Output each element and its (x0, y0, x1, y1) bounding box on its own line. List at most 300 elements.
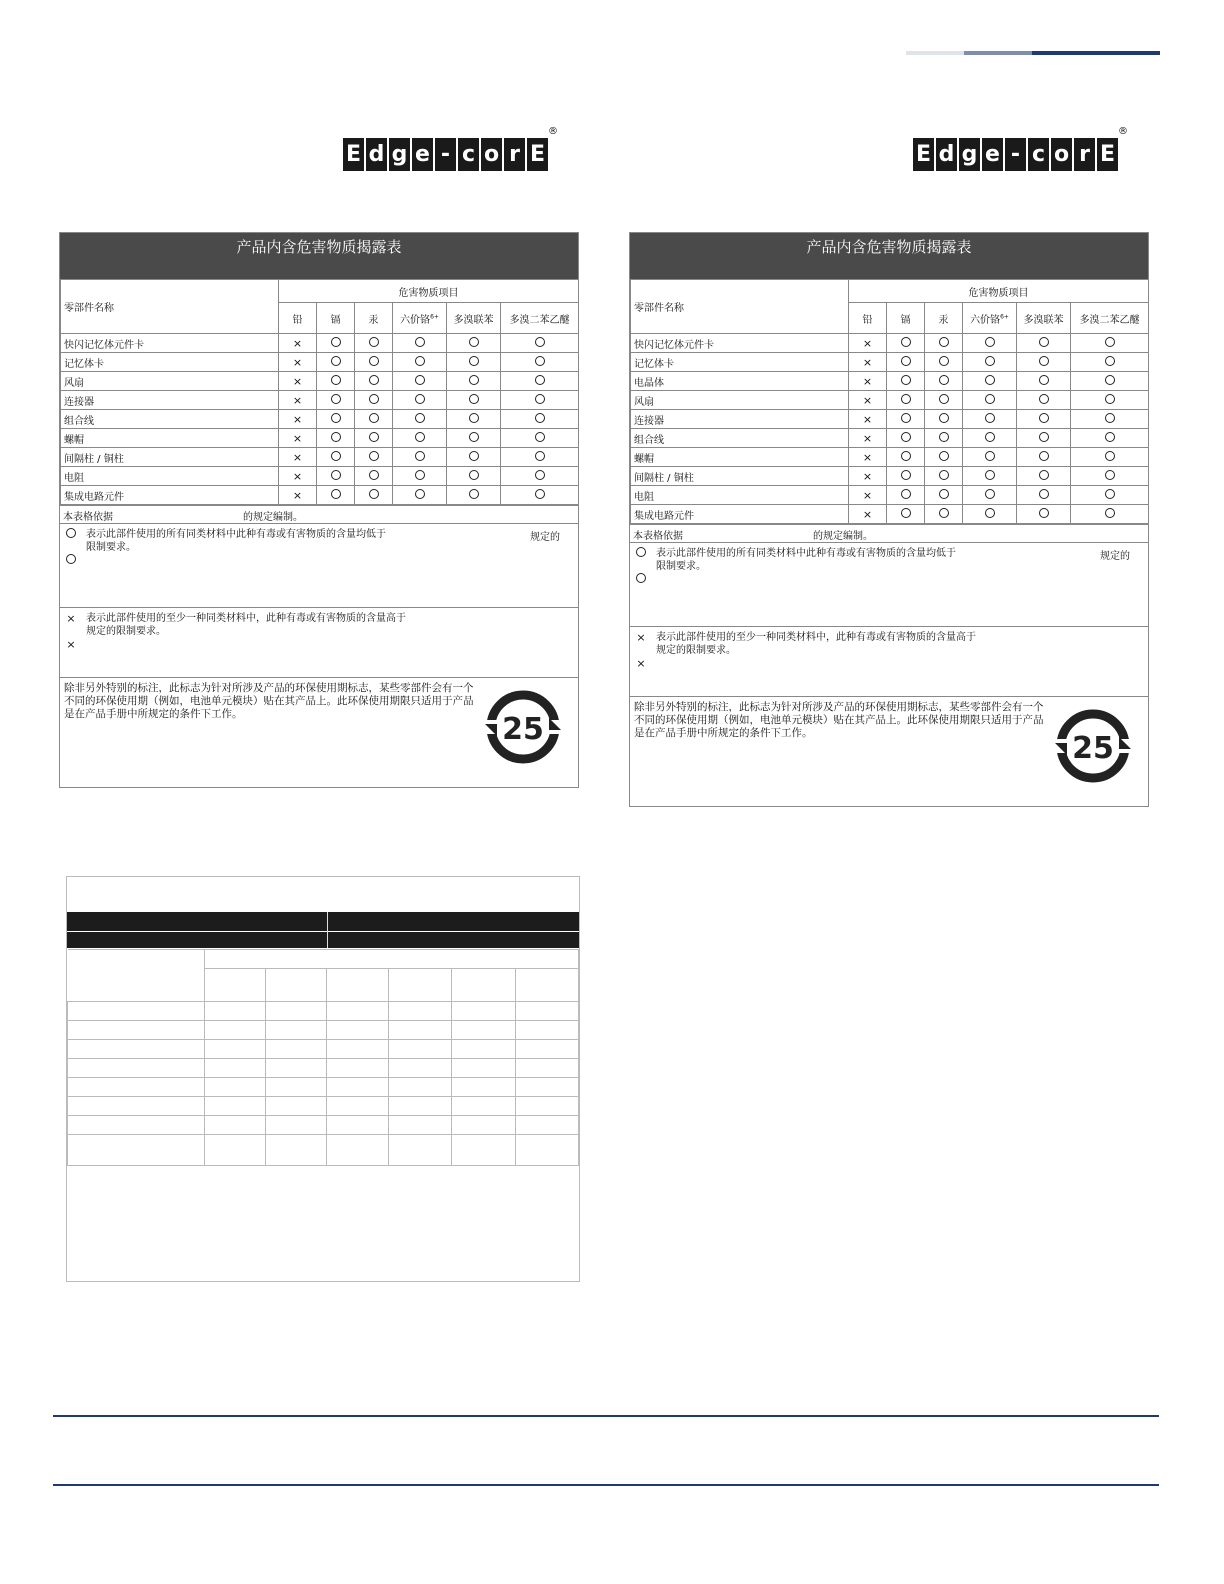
table-title: 产品内含危害物质揭露表 (630, 233, 1148, 279)
substance-mark-cell (887, 448, 925, 467)
blank-row (68, 1078, 579, 1097)
blank-cell (266, 1040, 327, 1059)
header-accent-bar-dark (1032, 51, 1160, 55)
substance-mark-cell (355, 448, 393, 467)
table-row (631, 486, 1149, 505)
circle-icon (636, 573, 646, 583)
part-name-header: 零部件名称 (61, 280, 279, 334)
circle-icon (415, 356, 425, 366)
substance-mark-cell (1071, 505, 1149, 524)
blank-cell (68, 1078, 205, 1097)
circle-icon (1039, 489, 1049, 499)
circle-icon (331, 413, 341, 423)
blank-cell (68, 1097, 205, 1116)
note-line: 表示此部件使用的所有同类材料中此种有毒或有害物质的含量均低于 (86, 529, 386, 540)
blank-cell (266, 1135, 327, 1166)
circle-icon (369, 375, 379, 385)
substance-mark-cell (925, 372, 963, 391)
circle-icon (331, 356, 341, 366)
blank-cell (266, 969, 327, 1002)
substance-name: 多溴联苯 (1023, 314, 1064, 326)
blank-cell (266, 1059, 327, 1078)
substance-mark-cell (1017, 448, 1071, 467)
substance-mark-cell (501, 429, 579, 448)
substance-mark-cell (501, 353, 579, 372)
blank-cell (205, 969, 266, 1002)
substance-mark-cell (849, 448, 887, 467)
substance-mark-cell (447, 372, 501, 391)
substance-mark-cell (447, 467, 501, 486)
cross-icon: × (66, 612, 76, 625)
circle-icon (535, 394, 545, 404)
table-title: 产品内含危害物质揭露表 (60, 233, 578, 279)
circle-icon (535, 489, 545, 499)
logo-letter-tile: d (366, 138, 387, 171)
circle-icon (369, 356, 379, 366)
substance-name: 多溴二苯乙醚 (1079, 314, 1140, 326)
epup-section (630, 696, 1148, 806)
circle-icon (901, 489, 911, 499)
note-line: 表示此部件使用的所有同类材料中此种有毒或有害物质的含量均低于 (656, 548, 956, 559)
substance-mark-cell (1017, 486, 1071, 505)
circle-icon (901, 375, 911, 385)
blank-cell (388, 1002, 451, 1021)
substance-mark-cell (279, 429, 317, 448)
table-row (61, 448, 579, 467)
header-accent-bar-mid (964, 51, 1032, 55)
substance-name: 镉 (330, 314, 341, 326)
substance-mark-cell (1071, 353, 1149, 372)
logo-letter-tile: E (527, 138, 548, 171)
blank-cell (205, 1116, 266, 1135)
circle-icon (1105, 508, 1115, 518)
table-row (631, 505, 1149, 524)
substance-mark-cell (393, 391, 447, 410)
blank-cell (68, 1059, 205, 1078)
circle-icon (901, 413, 911, 423)
substance-mark-cell (1071, 410, 1149, 429)
substance-name: 六价铬 (400, 314, 431, 326)
substance-mark-cell (849, 334, 887, 353)
substance-mark-cell (1071, 391, 1149, 410)
substance-mark-cell (849, 372, 887, 391)
substance-mark-cell (355, 372, 393, 391)
logo-letter-tile: e (412, 138, 433, 171)
table-row (61, 467, 579, 486)
circle-icon (939, 432, 949, 442)
part-name: 螺帽 (631, 448, 849, 467)
substance-mark-cell (1017, 334, 1071, 353)
substance-mark-cell (925, 410, 963, 429)
circle-icon (66, 554, 76, 564)
circle-icon (985, 337, 995, 347)
circle-icon (369, 470, 379, 480)
epup-25-icon (483, 690, 563, 768)
note-line: 规定的限制要求。 (86, 626, 166, 637)
circle-icon (985, 470, 995, 480)
substance-mark-cell (317, 391, 355, 410)
blank-cell (266, 1097, 327, 1116)
circle-icon (939, 489, 949, 499)
note-text (656, 631, 1144, 657)
logo-letter-tile: o (1051, 138, 1072, 171)
substance-mark-cell (1017, 410, 1071, 429)
logo-letter-tile: r (504, 138, 525, 171)
epup-text: 除非另外特别的标注，此标志为针对所涉及产品的环保使用期标志，某些零部件会有一个不同的环保使用期（例如，电池单元模块）贴在其产品上。此环保使用期限只适用于产品是在产品手册中所规定的条件下工作。 (64, 682, 474, 720)
table-basis-line (630, 524, 1148, 542)
cross-icon: × (66, 638, 76, 651)
substance-mark-cell (887, 334, 925, 353)
substance-mark-cell (447, 391, 501, 410)
table-row (631, 391, 1149, 410)
circle-icon (415, 432, 425, 442)
circle-icon (985, 375, 995, 385)
substance-mark-cell (355, 429, 393, 448)
substance-mark-cell (1017, 372, 1071, 391)
substance-mark-cell (317, 448, 355, 467)
table-row (631, 448, 1149, 467)
note-line: 限制要求。 (656, 561, 706, 572)
note-line: 表示此部件使用的至少一种同类材料中，此种有毒或有害物质的含量高于 (86, 613, 406, 624)
note-row (64, 528, 574, 554)
substance-mark-cell (963, 334, 1017, 353)
circle-icon (939, 375, 949, 385)
substance-column-header (447, 303, 501, 334)
table-row (631, 467, 1149, 486)
substance-mark-cell (317, 334, 355, 353)
substance-mark-cell (925, 486, 963, 505)
epup-25-icon (1053, 709, 1133, 787)
part-name: 组合线 (631, 429, 849, 448)
blank-cell (68, 950, 205, 1002)
part-name: 集成电路元件 (631, 505, 849, 524)
substance-mark-cell (501, 410, 579, 429)
blank-cell (205, 1059, 266, 1078)
basis-prefix: 本表格依据 (633, 531, 683, 542)
logo-letter-tile: c (1028, 138, 1049, 171)
blank-cell (451, 1135, 515, 1166)
blank-cell (451, 1097, 515, 1116)
logo-letter-tile: E (913, 138, 934, 171)
circle-icon (415, 470, 425, 480)
table-row (631, 410, 1149, 429)
substance-mark-cell (963, 448, 1017, 467)
circle-icon (415, 451, 425, 461)
substance-mark-cell (925, 429, 963, 448)
logo-letter-tile: - (1005, 138, 1026, 171)
cross-icon: × (292, 469, 303, 483)
note-below-limit (630, 542, 1148, 626)
substance-mark-cell (501, 467, 579, 486)
blank-table-divider (327, 912, 328, 948)
circle-icon (985, 394, 995, 404)
circle-icon (939, 470, 949, 480)
circle-icon (369, 451, 379, 461)
circle-icon (901, 508, 911, 518)
blank-cell (388, 1021, 451, 1040)
cross-icon: × (862, 412, 873, 426)
blank-table-header-bar (67, 932, 579, 948)
table-row (61, 486, 579, 505)
part-name-header: 零部件名称 (631, 280, 849, 334)
circle-icon (535, 432, 545, 442)
part-name: 集成电路元件 (61, 486, 279, 505)
substance-mark-cell (355, 486, 393, 505)
circle-icon (1039, 470, 1049, 480)
substance-column-header (963, 303, 1017, 334)
edgecore-logo (343, 126, 558, 171)
circle-icon (1039, 508, 1049, 518)
part-name: 快闪记忆体元件卡 (631, 334, 849, 353)
blank-row (68, 1002, 579, 1021)
circle-icon (901, 394, 911, 404)
circle-icon (1039, 356, 1049, 366)
circle-icon (1105, 375, 1115, 385)
circle-icon (469, 489, 479, 499)
substance-mark-cell (279, 391, 317, 410)
circle-icon (331, 489, 341, 499)
substance-mark-cell (447, 334, 501, 353)
note-row (634, 631, 1144, 657)
substance-mark-cell (317, 353, 355, 372)
header-accent-bar-light (906, 51, 964, 55)
part-name: 螺帽 (61, 429, 279, 448)
substance-mark-cell (963, 353, 1017, 372)
substance-mark-cell (925, 391, 963, 410)
circle-icon (985, 413, 995, 423)
note-above-limit (60, 607, 578, 677)
blank-cell (515, 1097, 578, 1116)
substance-mark-cell (393, 410, 447, 429)
circle-icon (1039, 413, 1049, 423)
substance-name: 镉 (900, 314, 911, 326)
footer-rule-top (53, 1415, 1159, 1417)
logo-letter-tile: c (458, 138, 479, 171)
blank-cell (515, 1040, 578, 1059)
substance-grid (60, 279, 579, 505)
circle-icon (469, 394, 479, 404)
circle-icon (1105, 413, 1115, 423)
blank-cell (327, 1135, 388, 1166)
note-marker (64, 638, 78, 652)
blank-cell (451, 969, 515, 1002)
note-line: 规定的限制要求。 (656, 645, 736, 656)
blank-cell (266, 1078, 327, 1097)
circle-icon (535, 375, 545, 385)
substance-mark-cell (963, 372, 1017, 391)
substance-mark-cell (1017, 505, 1071, 524)
blank-cell (266, 1002, 327, 1021)
cross-icon: × (292, 412, 303, 426)
substance-mark-cell (393, 467, 447, 486)
logo-letter-tile: E (1097, 138, 1118, 171)
substance-mark-cell (849, 410, 887, 429)
blank-cell (68, 1116, 205, 1135)
circle-icon (469, 413, 479, 423)
cross-icon: × (862, 336, 873, 350)
blank-cell (515, 1002, 578, 1021)
blank-cell (266, 1021, 327, 1040)
part-name: 电阻 (61, 467, 279, 486)
note-below-limit (60, 523, 578, 607)
cross-icon: × (636, 657, 646, 670)
blank-cell (205, 950, 579, 969)
circle-icon (469, 470, 479, 480)
blank-row (68, 1059, 579, 1078)
circle-icon (1105, 489, 1115, 499)
circle-icon (901, 356, 911, 366)
cross-icon: × (862, 355, 873, 369)
substance-mark-cell (849, 353, 887, 372)
substance-column-header (849, 303, 887, 334)
note-row (634, 573, 1144, 587)
note-row (64, 554, 574, 568)
substance-mark-cell (887, 410, 925, 429)
substance-mark-cell (447, 448, 501, 467)
registered-mark: ® (548, 126, 558, 137)
edgecore-logo (913, 126, 1128, 171)
blank-cell (68, 1040, 205, 1059)
substance-mark-cell (1017, 353, 1071, 372)
circle-icon (1105, 356, 1115, 366)
circle-icon (985, 451, 995, 461)
note-marker (634, 657, 648, 671)
blank-cell (451, 1002, 515, 1021)
circle-icon (939, 394, 949, 404)
hazardous-substance-table (59, 232, 579, 788)
blank-cell (205, 1078, 266, 1097)
logo-letter-tile: g (389, 138, 410, 171)
logo-letter-tile: g (959, 138, 980, 171)
blank-cell (388, 1059, 451, 1078)
substance-mark-cell (355, 334, 393, 353)
substance-mark-cell (317, 429, 355, 448)
note-row (64, 612, 574, 638)
logo-letter-tile: d (936, 138, 957, 171)
circle-icon (331, 451, 341, 461)
hazard-items-header: 危害物质项目 (279, 280, 579, 303)
substance-column-header (355, 303, 393, 334)
substance-column-header (925, 303, 963, 334)
substance-column-header (317, 303, 355, 334)
substance-mark-cell (501, 334, 579, 353)
circle-icon (1105, 451, 1115, 461)
cross-icon: × (292, 488, 303, 502)
circle-icon (369, 337, 379, 347)
blank-row (68, 1021, 579, 1040)
part-name: 快闪记忆体元件卡 (61, 334, 279, 353)
circle-icon (939, 356, 949, 366)
cross-icon: × (862, 469, 873, 483)
substance-mark-cell (317, 410, 355, 429)
cross-icon: × (862, 488, 873, 502)
circle-icon (66, 528, 76, 538)
circle-icon (939, 508, 949, 518)
part-name: 连接器 (631, 410, 849, 429)
substance-mark-cell (393, 429, 447, 448)
circle-icon (1039, 375, 1049, 385)
circle-icon (1105, 394, 1115, 404)
substance-column-header (1017, 303, 1071, 334)
circle-icon (939, 337, 949, 347)
circle-icon (469, 356, 479, 366)
logo-letter-tile: r (1074, 138, 1095, 171)
substance-mark-cell (447, 429, 501, 448)
logo-letter-tile: - (435, 138, 456, 171)
note-right-text: 规定的 (530, 532, 560, 543)
substance-name: 铅 (292, 314, 303, 326)
substance-mark-cell (393, 486, 447, 505)
blank-row (68, 1097, 579, 1116)
substance-mark-cell (317, 486, 355, 505)
table-basis-line (60, 505, 578, 523)
substance-mark-cell (887, 353, 925, 372)
substance-mark-cell (1071, 467, 1149, 486)
substance-mark-cell (447, 410, 501, 429)
blank-table-frame (66, 876, 580, 1282)
note-marker (64, 612, 78, 638)
circle-icon (985, 489, 995, 499)
substance-mark-cell (925, 334, 963, 353)
substance-mark-cell (925, 353, 963, 372)
table-row (61, 429, 579, 448)
part-name: 记忆体卡 (631, 353, 849, 372)
table-row (631, 429, 1149, 448)
substance-mark-cell (1017, 429, 1071, 448)
cross-icon: × (292, 431, 303, 445)
epup-text: 除非另外特别的标注，此标志为针对所涉及产品的环保使用期标志，某些零部件会有一个不同的环保使用期（例如，电池单元模块）贴在其产品上。此环保使用期限只适用于产品是在产品手册中所规定的条件下工作。 (634, 701, 1044, 739)
blank-cell (327, 1021, 388, 1040)
circle-icon (985, 432, 995, 442)
part-name: 记忆体卡 (61, 353, 279, 372)
blank-cell (327, 1116, 388, 1135)
circle-icon (939, 413, 949, 423)
note-marker (634, 631, 648, 657)
substance-mark-cell (849, 486, 887, 505)
table-row (61, 391, 579, 410)
blank-cell (68, 1002, 205, 1021)
blank-cell (451, 1040, 515, 1059)
circle-icon (331, 470, 341, 480)
substance-mark-cell (1071, 372, 1149, 391)
blank-cell (327, 1097, 388, 1116)
circle-icon (331, 432, 341, 442)
blank-cell (327, 1078, 388, 1097)
cross-icon: × (862, 374, 873, 388)
substance-mark-cell (279, 448, 317, 467)
blank-cell (451, 1021, 515, 1040)
substance-mark-cell (925, 505, 963, 524)
blank-cell (327, 1002, 388, 1021)
cross-icon: × (292, 393, 303, 407)
blank-cell (68, 1021, 205, 1040)
substance-mark-cell (887, 505, 925, 524)
circle-icon (535, 451, 545, 461)
part-name: 间隔柱 / 铜柱 (631, 467, 849, 486)
blank-cell (266, 1116, 327, 1135)
hazard-items-header: 危害物质项目 (849, 280, 1149, 303)
note-marker (634, 547, 648, 573)
circle-icon (901, 470, 911, 480)
blank-cell (451, 1078, 515, 1097)
basis-suffix: 的规定编制。 (813, 531, 873, 542)
circle-icon (985, 508, 995, 518)
substance-mark-cell (963, 410, 1017, 429)
blank-row (68, 1135, 579, 1166)
substance-mark-cell (1071, 429, 1149, 448)
table-row (631, 372, 1149, 391)
blank-cell (205, 1135, 266, 1166)
